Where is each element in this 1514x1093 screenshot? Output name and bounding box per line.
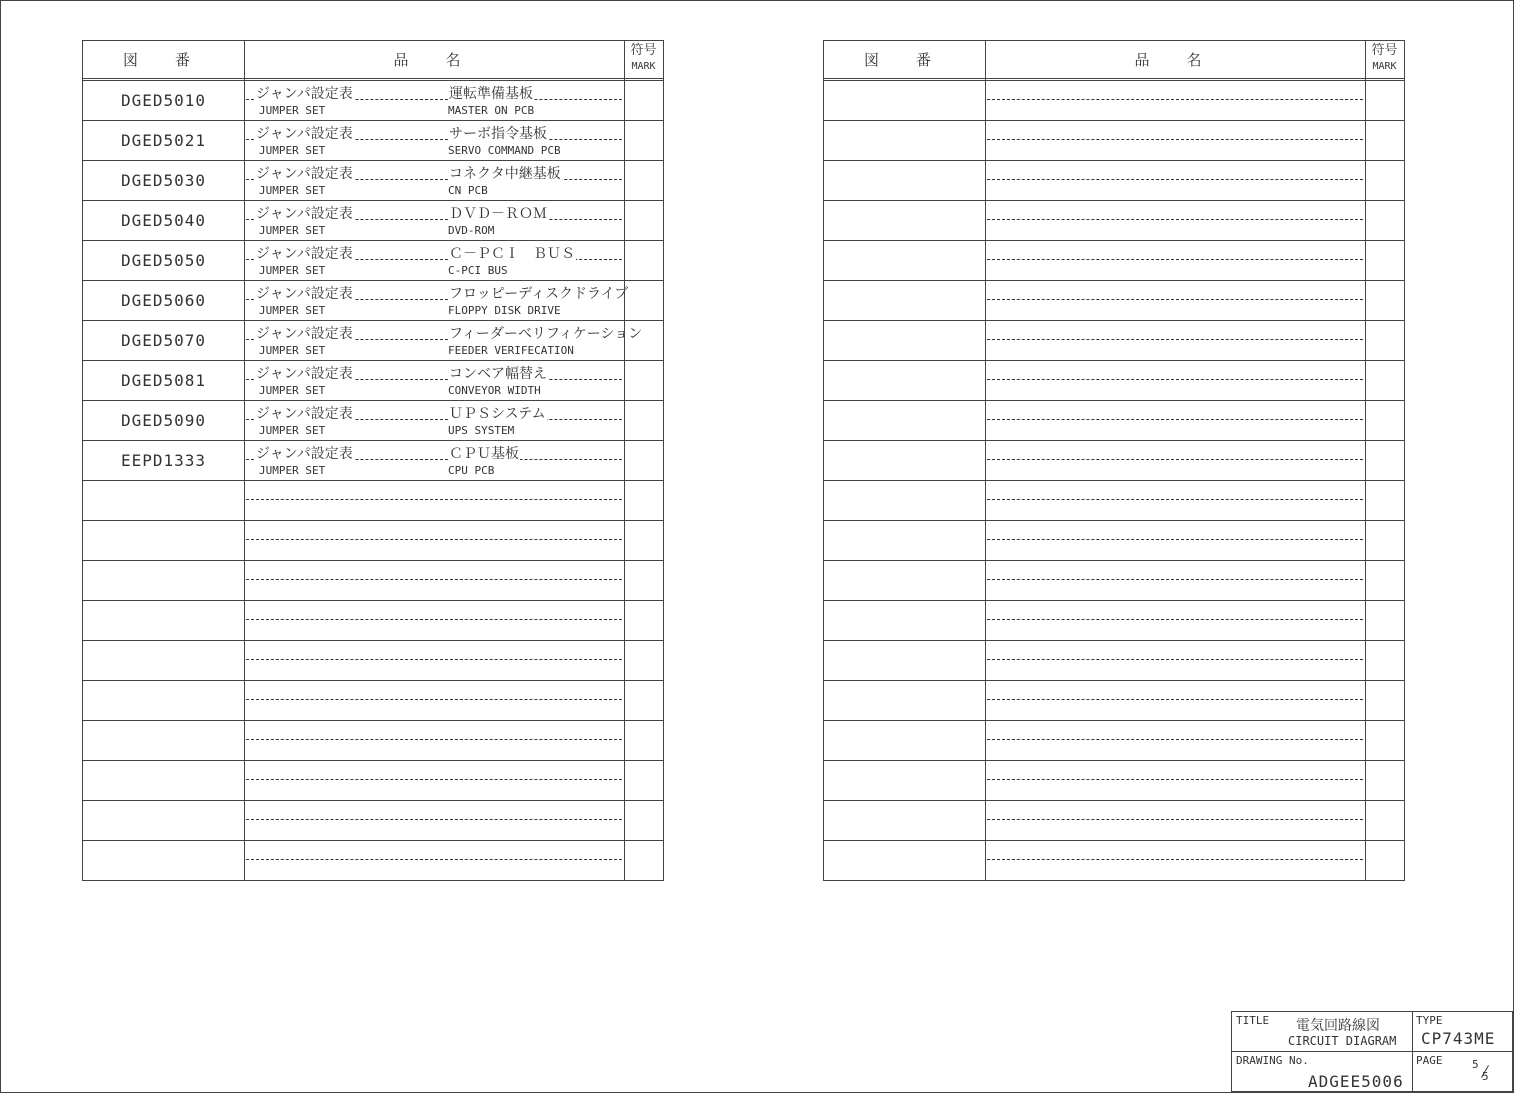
drawing-number-cell: [824, 641, 985, 680]
header-drawing-number: 図 番: [122, 51, 205, 69]
part-type-jp: ジャンパ設定表: [255, 323, 354, 343]
drawing-number-cell: [824, 601, 985, 640]
dashed-guide-line: [987, 539, 1363, 540]
parts-table-right: [823, 40, 1405, 881]
drawing-number-cell: [824, 441, 985, 480]
table-row: [83, 321, 663, 361]
part-type-jp: ジャンパ設定表: [255, 83, 354, 103]
page-label: PAGE: [1416, 1054, 1443, 1067]
drawing-number-cell: [824, 361, 985, 400]
dashed-guide-line: [987, 299, 1363, 300]
part-type-en: JUMPER SET: [259, 424, 326, 437]
header-drawing-number: 図 番: [863, 51, 946, 69]
table-row: [83, 601, 663, 641]
part-type-jp: ジャンパ設定表: [255, 123, 354, 143]
part-type-jp: ジャンパ設定表: [255, 283, 354, 303]
part-type-en: JUMPER SET: [259, 464, 326, 477]
table-row: [824, 281, 1404, 321]
dashed-guide-line: [246, 779, 622, 780]
drawing-number-cell: [83, 801, 244, 840]
title-label: TITLE: [1236, 1014, 1270, 1027]
drawing-number-cell: [824, 121, 985, 160]
drawing-number-cell: [824, 161, 985, 200]
drawing-number-cell: DGED5010: [120, 91, 207, 110]
column-divider: [244, 41, 245, 880]
table-row: [824, 601, 1404, 641]
drawing-number-cell: [83, 561, 244, 600]
part-name-jp: ＣＰＵ基板: [448, 443, 520, 463]
table-row: [824, 361, 1404, 401]
drawing-number-cell: DGED5030: [120, 171, 207, 190]
drawing-number-cell: [83, 481, 244, 520]
page-total: 5: [1482, 1070, 1489, 1083]
table-row: [83, 401, 663, 441]
header-mark-jp: 符号: [1371, 43, 1398, 58]
table-row: [824, 801, 1404, 841]
table-row: [824, 521, 1404, 561]
drawing-number-cell: [83, 521, 244, 560]
drawing-number-cell: [824, 321, 985, 360]
drawing-number-cell: DGED5081: [120, 371, 207, 390]
table-row: [824, 641, 1404, 681]
part-type-en: JUMPER SET: [259, 104, 326, 117]
part-name-en: FLOPPY DISK DRIVE: [448, 304, 561, 317]
drawing-number-cell: [824, 681, 985, 720]
part-type-jp: ジャンパ設定表: [255, 243, 354, 263]
part-name-en: CONVEYOR WIDTH: [448, 384, 541, 397]
table-row: [83, 201, 663, 241]
table-row: [83, 161, 663, 201]
drawing-number-cell: [83, 601, 244, 640]
dashed-guide-line: [987, 699, 1363, 700]
table-row: [83, 281, 663, 321]
part-name-jp: コンベア幅替え: [448, 363, 548, 383]
header-mark-jp: 符号: [630, 43, 657, 58]
dashed-guide-line: [987, 659, 1363, 660]
drawing-number-cell: DGED5070: [120, 331, 207, 350]
part-type-en: JUMPER SET: [259, 144, 326, 157]
table-header: [83, 41, 663, 81]
dashed-guide-line: [246, 539, 622, 540]
table-row: [83, 481, 663, 521]
drawing-number-cell: [824, 241, 985, 280]
part-name-en: CPU PCB: [448, 464, 495, 477]
table-row: [824, 761, 1404, 801]
drawing-number-cell: [824, 721, 985, 760]
table-header: [824, 41, 1404, 81]
part-type-en: JUMPER SET: [259, 264, 326, 277]
table-row: [824, 721, 1404, 761]
drawing-number-cell: [824, 281, 985, 320]
header-mark: [624, 41, 663, 79]
drawing-number-cell: [824, 801, 985, 840]
parts-table-left: [82, 40, 664, 881]
dashed-guide-line: [987, 739, 1363, 740]
part-name-en: SERVO COMMAND PCB: [448, 144, 561, 157]
drawing-number-cell: [824, 81, 985, 120]
drawing-number-cell: [83, 761, 244, 800]
dashed-guide-line: [987, 259, 1363, 260]
part-name-jp: フィーダーベリフィケーション: [448, 323, 643, 343]
dashed-guide-line: [246, 739, 622, 740]
header-part-name: 品 名: [1134, 51, 1216, 69]
drawing-number-label: DRAWING No.: [1236, 1054, 1309, 1067]
table-row: [83, 521, 663, 561]
part-name-en: UPS SYSTEM: [448, 424, 515, 437]
drawing-number-cell: [824, 841, 985, 880]
part-name-jp: ＵＰＳシステム: [448, 403, 547, 423]
part-type-en: JUMPER SET: [259, 224, 326, 237]
dashed-guide-line: [246, 619, 622, 620]
drawing-number-cell: DGED5090: [120, 411, 207, 430]
part-name-en: FEEDER VERIFECATION: [448, 344, 574, 357]
drawing-number-cell: [824, 401, 985, 440]
table-row: [83, 121, 663, 161]
dashed-guide-line: [246, 659, 622, 660]
table-row: [83, 241, 663, 281]
table-row: [824, 561, 1404, 601]
drawing-number-cell: DGED5050: [120, 251, 207, 270]
dashed-guide-line: [987, 99, 1363, 100]
dashed-guide-line: [246, 699, 622, 700]
table-row: [824, 241, 1404, 281]
part-name-en: DVD-ROM: [448, 224, 495, 237]
part-name-en: C-PCI BUS: [448, 264, 508, 277]
part-name-jp: 運転準備基板: [448, 83, 534, 103]
table-row: [824, 841, 1404, 881]
dashed-guide-line: [987, 459, 1363, 460]
dashed-guide-line: [987, 419, 1363, 420]
part-type-jp: ジャンパ設定表: [255, 363, 354, 383]
table-row: [824, 681, 1404, 721]
title-jp: 電気回路線図: [1296, 1018, 1380, 1034]
dashed-guide-line: [987, 139, 1363, 140]
table-row: [83, 761, 663, 801]
table-row: [824, 401, 1404, 441]
drawing-number-cell: DGED5060: [120, 291, 207, 310]
table-row: [824, 441, 1404, 481]
part-name-en: MASTER ON PCB: [448, 104, 535, 117]
type-label: TYPE: [1416, 1014, 1443, 1027]
table-row: [824, 321, 1404, 361]
table-row: [824, 481, 1404, 521]
drawing-number-cell: [824, 201, 985, 240]
part-name-jp: サーボ指令基板: [448, 123, 548, 143]
part-name-jp: コネクタ中継基板: [448, 163, 562, 183]
title-block: [1231, 1011, 1513, 1092]
dashed-guide-line: [987, 379, 1363, 380]
part-type-jp: ジャンパ設定表: [255, 443, 354, 463]
type-value: CP743ME: [1421, 1029, 1496, 1048]
table-row: [824, 161, 1404, 201]
part-name-en: CN PCB: [448, 184, 488, 197]
drawing-number-cell: [83, 681, 244, 720]
dashed-guide-line: [987, 579, 1363, 580]
table-row: [824, 201, 1404, 241]
part-type-en: JUMPER SET: [259, 344, 326, 357]
drawing-number-cell: [83, 721, 244, 760]
drawing-number-cell: [83, 841, 244, 880]
part-type-en: JUMPER SET: [259, 384, 326, 397]
page-fraction: [1470, 1058, 1494, 1086]
header-mark-en: MARK: [631, 61, 656, 72]
dashed-guide-line: [987, 179, 1363, 180]
dashed-guide-line: [987, 779, 1363, 780]
dashed-guide-line: [246, 819, 622, 820]
table-row: [83, 81, 663, 121]
drawing-number-cell: DGED5021: [120, 131, 207, 150]
table-row: [83, 561, 663, 601]
table-row: [83, 801, 663, 841]
drawing-number-cell: DGED5040: [120, 211, 207, 230]
column-divider: [1365, 41, 1366, 880]
part-type-jp: ジャンパ設定表: [255, 163, 354, 183]
part-name-jp: Ｃ－ＰＣＩ ＢＵＳ: [448, 243, 576, 263]
column-divider: [624, 41, 625, 880]
table-row: [824, 81, 1404, 121]
drawing-number-cell: [824, 481, 985, 520]
dashed-guide-line: [987, 859, 1363, 860]
dashed-guide-line: [246, 499, 622, 500]
title-block-divider: [1232, 1051, 1512, 1052]
dashed-guide-line: [246, 579, 622, 580]
table-row: [83, 841, 663, 881]
page-current: 5: [1472, 1058, 1479, 1071]
part-name-jp: フロッピーディスクドライブ: [448, 283, 629, 303]
table-row: [824, 121, 1404, 161]
drawing-number: ADGEE5006: [1308, 1072, 1404, 1091]
drawing-number-cell: [824, 521, 985, 560]
header-mark: [1365, 41, 1404, 79]
dashed-guide-line: [987, 339, 1363, 340]
table-row: [83, 721, 663, 761]
part-type-en: JUMPER SET: [259, 184, 326, 197]
dashed-guide-line: [987, 819, 1363, 820]
dashed-guide-line: [987, 499, 1363, 500]
part-name-jp: ＤＶＤ－ＲＯＭ: [448, 203, 548, 223]
dashed-guide-line: [246, 859, 622, 860]
drawing-number-cell: [824, 761, 985, 800]
drawing-number-cell: EEPD1333: [120, 451, 207, 470]
table-row: [83, 361, 663, 401]
dashed-guide-line: [987, 619, 1363, 620]
table-row: [83, 641, 663, 681]
column-divider: [985, 41, 986, 880]
drawing-number-cell: [83, 641, 244, 680]
title-en: CIRCUIT DIAGRAM: [1288, 1034, 1397, 1048]
part-type-jp: ジャンパ設定表: [255, 403, 354, 423]
table-row: [83, 441, 663, 481]
part-type-jp: ジャンパ設定表: [255, 203, 354, 223]
part-type-en: JUMPER SET: [259, 304, 326, 317]
dashed-guide-line: [987, 219, 1363, 220]
header-mark-en: MARK: [1372, 61, 1397, 72]
drawing-number-cell: [824, 561, 985, 600]
table-row: [83, 681, 663, 721]
header-part-name: 品 名: [393, 51, 475, 69]
